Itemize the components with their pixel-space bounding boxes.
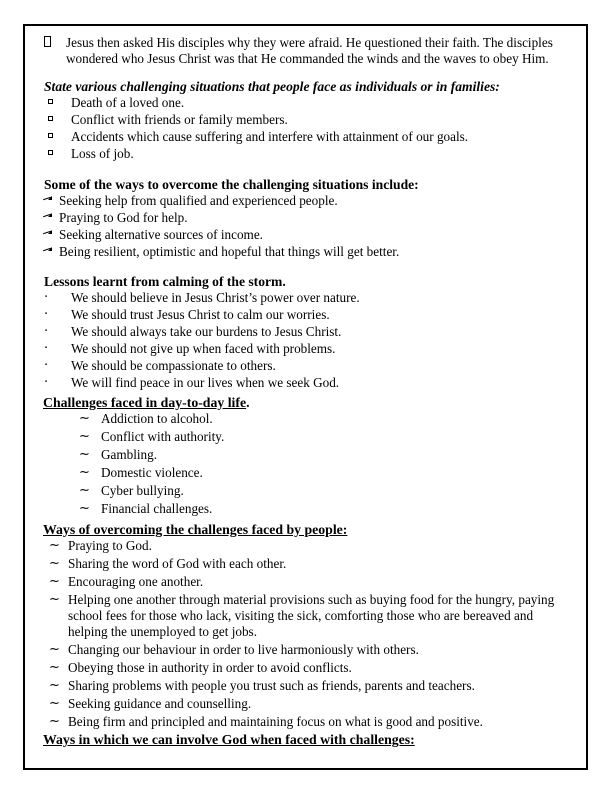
intro-list <box>39 35 572 66</box>
hollow-square-icon <box>48 129 71 145</box>
list-item-text: Praying to God. <box>68 538 152 554</box>
list-item-text: We should trust Jesus Christ to calm our worries. <box>71 307 330 323</box>
list-item-text: Conflict with authority. <box>101 429 225 445</box>
heading-lessons: Lessons learnt from calming of the storm. <box>44 273 286 289</box>
list-item <box>44 341 572 357</box>
tilde-icon: ~ <box>79 483 90 499</box>
list-item-text: Addiction to alcohol. <box>101 411 213 426</box>
list-item <box>49 660 572 676</box>
list-item <box>79 447 572 463</box>
heading-challenges-tail: . <box>246 394 250 410</box>
tilde-icon: ~ <box>79 501 90 517</box>
tilde-icon: ~ <box>49 659 60 675</box>
list-item <box>49 696 572 712</box>
list-item <box>79 429 572 445</box>
wingding-arrow-icon <box>43 227 59 243</box>
list-item-text: Cyber bullying. <box>101 483 184 499</box>
list-item <box>44 375 572 391</box>
list-item-text: Jesus then asked His disciples why they were afraid. He questioned their faith. The disciples wondered who Jesus Christ was that He commanded the winds and the waves to obey Him. <box>66 35 553 66</box>
list-item <box>49 714 572 730</box>
list-item-text: Helping one another through material provisions such as buying food for the hungry, paying school fees for those who lack, visiting the sick, comforting those who are bereaved and helping the unemployed to get jobs. <box>68 592 555 639</box>
list-item-text: Being resilient, optimistic and hopeful that things will get better. <box>59 243 400 259</box>
list-item <box>48 129 572 145</box>
list-item <box>43 193 572 209</box>
wingding-arrow-icon <box>43 244 59 260</box>
heading-overcome: Some of the ways to overcome the challenging situations include: <box>44 176 419 192</box>
heading-ways-overcoming <box>39 522 572 539</box>
list-item <box>79 465 572 481</box>
document-page-frame <box>23 24 588 770</box>
tilde-icon: ~ <box>79 465 90 481</box>
tilde-icon: ~ <box>49 695 60 711</box>
list-item <box>79 483 572 499</box>
spacer <box>39 66 572 79</box>
tilde-icon: ~ <box>49 574 60 590</box>
spacer <box>39 164 572 177</box>
list-item-text: We should believe in Jesus Christ’s power over nature. <box>71 289 360 305</box>
list-item-text: Sharing the word of God with each other. <box>68 556 287 572</box>
list-item-text: Gambling. <box>101 447 158 463</box>
tilde-icon: ~ <box>79 411 90 426</box>
list-item-text: Domestic violence. <box>101 465 203 481</box>
list-item-text: Conflict with friends or family members. <box>71 112 288 128</box>
list-item <box>43 227 572 243</box>
heading-situations: State various challenging situations that people face as individuals or in families: <box>44 79 500 95</box>
tilde-icon: ~ <box>49 677 60 693</box>
heading-ways-overcoming-underlined: Ways of overcoming the challenges faced by people: <box>43 521 348 537</box>
list-item <box>79 501 572 517</box>
list-item-text: Seeking guidance and counselling. <box>68 695 252 711</box>
middle-dot-icon: · <box>44 341 49 357</box>
heading-challenges-underlined: Challenges faced in day-to-day life <box>43 394 247 410</box>
list-item <box>44 290 572 306</box>
list-item <box>43 244 572 260</box>
heading-involve-god <box>39 732 572 749</box>
missing-glyph-box-icon <box>44 35 66 51</box>
list-item-text: Encouraging one another. <box>68 574 204 590</box>
wingding-arrow-icon <box>43 193 59 209</box>
list-item <box>48 112 572 128</box>
list-item-text: We will find peace in our lives when we seek God. <box>71 375 340 391</box>
tilde-icon: ~ <box>49 556 60 572</box>
lessons-list <box>39 290 572 391</box>
heading-challenges <box>39 395 572 412</box>
middle-dot-icon: · <box>44 358 49 374</box>
tilde-icon: ~ <box>49 592 60 608</box>
list-item <box>44 307 572 323</box>
list-item-text: Being firm and principled and maintaining focus on what is good and positive. <box>68 714 483 729</box>
tilde-icon: ~ <box>49 641 60 657</box>
list-item-text: Sharing problems with people you trust such as friends, parents and teachers. <box>68 677 475 693</box>
situations-list <box>39 95 572 162</box>
list-item <box>44 358 572 374</box>
list-item <box>49 642 572 658</box>
hollow-square-icon <box>48 95 71 111</box>
hollow-square-icon <box>48 112 71 128</box>
middle-dot-icon: · <box>44 324 49 340</box>
wingding-arrow-icon <box>43 210 59 226</box>
list-item-text: Praying to God for help. <box>59 209 188 225</box>
list-item-text: Death of a loved one. <box>71 95 185 111</box>
list-item <box>49 574 572 590</box>
list-item <box>48 146 572 162</box>
list-item <box>49 538 572 554</box>
list-item <box>44 324 572 340</box>
list-item <box>49 556 572 572</box>
list-item <box>79 411 572 427</box>
middle-dot-icon: · <box>44 289 49 305</box>
tilde-icon: ~ <box>79 447 90 463</box>
hollow-square-icon <box>48 146 71 162</box>
tilde-icon: ~ <box>49 714 60 729</box>
list-item-text: Financial challenges. <box>101 501 213 517</box>
list-item-text: We should not give up when faced with problems. <box>71 341 336 357</box>
list-item-text: Accidents which cause suffering and interfere with attainment of our goals. <box>71 129 469 145</box>
list-item-text: Seeking alternative sources of income. <box>59 226 263 242</box>
list-item-text: We should be compassionate to others. <box>71 358 276 374</box>
spacer <box>39 261 572 274</box>
heading-involve-god-underlined: Ways in which we can involve God when faced with challenges: <box>43 732 415 748</box>
tilde-icon: ~ <box>49 538 60 554</box>
list-item-text: Changing our behaviour in order to live harmoniously with others. <box>68 641 419 657</box>
list-item-text: Obeying those in authority in order to avoid conflicts. <box>68 659 352 675</box>
document-content <box>25 26 586 749</box>
overcome-list <box>39 193 572 260</box>
challenges-list <box>39 411 572 517</box>
tilde-icon: ~ <box>79 429 90 445</box>
ways-list <box>39 538 572 730</box>
list-item <box>44 35 572 66</box>
list-item <box>48 95 572 111</box>
middle-dot-icon: · <box>44 375 49 391</box>
middle-dot-icon: · <box>44 307 49 323</box>
list-item <box>49 678 572 694</box>
list-item-text: We should always take our burdens to Jesus Christ. <box>71 324 342 340</box>
list-item <box>49 592 572 639</box>
list-item-text: Seeking help from qualified and experienced people. <box>59 192 338 208</box>
list-item <box>43 210 572 226</box>
list-item-text: Loss of job. <box>71 146 134 162</box>
